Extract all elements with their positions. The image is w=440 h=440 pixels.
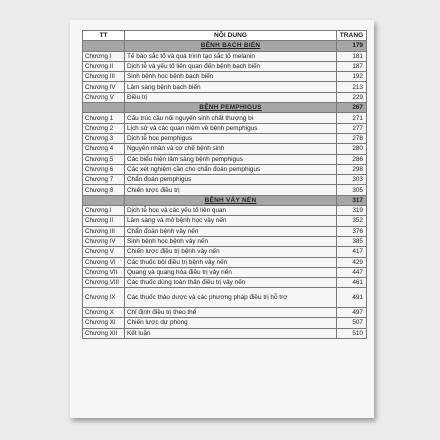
chapter-page: 429 (337, 257, 367, 267)
chapter-page: 277 (337, 123, 367, 133)
chapter-row (83, 164, 367, 174)
section-page: 317 (337, 195, 367, 205)
chapter-title: Lâm sàng và mô bệnh học vảy nến (125, 216, 337, 226)
chapter-row (83, 216, 367, 226)
chapter-title: Chiến lược điều trị bệnh vảy nến (125, 247, 337, 257)
chapter-page: 461 (337, 278, 367, 288)
chapter-label: Chương III (83, 226, 125, 236)
chapter-label: Chương 7 (83, 175, 125, 185)
header-tt: TT (83, 31, 125, 41)
chapter-page: 271 (337, 113, 367, 123)
section-tt-cell (83, 195, 125, 205)
chapter-row (83, 236, 367, 246)
chapter-title: Kết luận (125, 328, 337, 338)
chapter-page: 417 (337, 247, 367, 257)
chapter-title: Nguyên nhân và cơ chế bệnh sinh (125, 144, 337, 154)
section-row (83, 103, 367, 113)
chapter-title: Sinh bệnh học bệnh bạch biến (125, 72, 337, 82)
header-content: NỘI DUNG (125, 31, 337, 41)
section-row (83, 195, 367, 205)
chapter-label: Chương 2 (83, 123, 125, 133)
toc-header-row (83, 31, 367, 41)
chapter-title: Chiến lược dự phòng (125, 318, 337, 328)
chapter-label: Chương I (83, 206, 125, 216)
chapter-label: Chương II (83, 61, 125, 71)
chapter-page: 298 (337, 164, 367, 174)
chapter-title: Chẩn đoán pemphigus (125, 175, 337, 185)
chapter-title: Sinh bệnh học bệnh vảy nến (125, 236, 337, 246)
section-tt-cell (83, 103, 125, 113)
chapter-title: Các thuốc bôi điều trị bệnh vảy nến (125, 257, 337, 267)
chapter-label: Chương XI (83, 318, 125, 328)
chapter-row (83, 144, 367, 154)
chapter-row (83, 175, 367, 185)
chapter-row (83, 51, 367, 61)
header-page: TRANG (337, 31, 367, 41)
chapter-page: 491 (337, 288, 367, 308)
chapter-label: Chương X (83, 307, 125, 317)
chapter-page: 303 (337, 175, 367, 185)
chapter-title: Cấu trúc cầu nối nguyên sinh chất thượng bì (125, 113, 337, 123)
chapter-page: 305 (337, 185, 367, 195)
chapter-label: Chương V (83, 247, 125, 257)
chapter-title: Các xét nghiệm cần cho chẩn đoán pemphigus (125, 164, 337, 174)
section-page: 267 (337, 103, 367, 113)
chapter-title: Chẩn đoán bệnh vảy nến (125, 226, 337, 236)
document-page (70, 20, 374, 418)
chapter-page: 352 (337, 216, 367, 226)
chapter-row (83, 185, 367, 195)
table-of-contents (82, 30, 367, 339)
chapter-title: Dịch tễ học pemphigus (125, 133, 337, 143)
chapter-row (83, 267, 367, 277)
section-row (83, 41, 367, 51)
chapter-title: Lâm sàng bệnh bạch biến (125, 82, 337, 92)
chapter-label: Chương 1 (83, 113, 125, 123)
chapter-page: 385 (337, 236, 367, 246)
chapter-page: 319 (337, 206, 367, 216)
chapter-title: Dịch tễ học và các yếu tố liên quan (125, 206, 337, 216)
chapter-label: Chương VIII (83, 278, 125, 288)
chapter-label: Chương IV (83, 236, 125, 246)
chapter-row (83, 82, 367, 92)
section-title: BỆNH BẠCH BIẾN (125, 41, 337, 51)
chapter-page: 497 (337, 307, 367, 317)
chapter-label: Chương I (83, 51, 125, 61)
chapter-page: 278 (337, 133, 367, 143)
chapter-title: Chỉ định điều trị theo thể (125, 307, 337, 317)
chapter-row (83, 61, 367, 71)
chapter-page: 187 (337, 61, 367, 71)
chapter-page: 286 (337, 154, 367, 164)
chapter-label: Chương 4 (83, 144, 125, 154)
chapter-label: Chương 8 (83, 185, 125, 195)
chapter-page: 507 (337, 318, 367, 328)
chapter-row (83, 247, 367, 257)
chapter-label: Chương V (83, 92, 125, 102)
chapter-row (83, 257, 367, 267)
chapter-title: Lịch sử và các quan niệm về bệnh pemphigus (125, 123, 337, 133)
chapter-row (83, 288, 367, 308)
chapter-title: Dịch tễ và yếu tố liên quan đến bệnh bạch biến (125, 61, 337, 71)
section-page: 179 (337, 41, 367, 51)
chapter-title: Chiến lược điều trị (125, 185, 337, 195)
chapter-title: Tế bào sắc tố và quá trình tạo sắc tố melanin (125, 51, 337, 61)
chapter-label: Chương XII (83, 328, 125, 338)
chapter-title: Các thuốc thảo dược và các phương pháp điều trị hỗ trợ (125, 288, 337, 308)
chapter-label: Chương III (83, 72, 125, 82)
chapter-page: 447 (337, 267, 367, 277)
chapter-row (83, 113, 367, 123)
chapter-label: Chương IX (83, 288, 125, 308)
chapter-page: 280 (337, 144, 367, 154)
chapter-row (83, 123, 367, 133)
toc-body (83, 41, 367, 339)
chapter-row (83, 226, 367, 236)
chapter-title: Quang và quang hóa điều trị vảy nến (125, 267, 337, 277)
chapter-page: 213 (337, 82, 367, 92)
chapter-row (83, 328, 367, 338)
chapter-page: 229 (337, 92, 367, 102)
chapter-row (83, 206, 367, 216)
chapter-page: 510 (337, 328, 367, 338)
chapter-label: Chương VII (83, 267, 125, 277)
chapter-title: Điều trị (125, 92, 337, 102)
chapter-row (83, 318, 367, 328)
chapter-label: Chương II (83, 216, 125, 226)
section-title: BỆNH PEMPHIGUS (125, 103, 337, 113)
chapter-title: Các biểu hiện lâm sàng bệnh pemphigus (125, 154, 337, 164)
chapter-row (83, 307, 367, 317)
chapter-row (83, 133, 367, 143)
chapter-label: Chương 3 (83, 133, 125, 143)
chapter-row (83, 72, 367, 82)
chapter-label: Chương VI (83, 257, 125, 267)
chapter-page: 181 (337, 51, 367, 61)
chapter-row (83, 92, 367, 102)
chapter-row (83, 154, 367, 164)
chapter-row (83, 278, 367, 288)
chapter-label: Chương 5 (83, 154, 125, 164)
section-tt-cell (83, 41, 125, 51)
chapter-label: Chương IV (83, 82, 125, 92)
chapter-page: 376 (337, 226, 367, 236)
chapter-page: 192 (337, 72, 367, 82)
chapter-title: Các thuốc dùng toàn thân điều trị vảy nến (125, 278, 337, 288)
section-title: BỆNH VẢY NẾN (125, 195, 337, 205)
chapter-label: Chương 6 (83, 164, 125, 174)
